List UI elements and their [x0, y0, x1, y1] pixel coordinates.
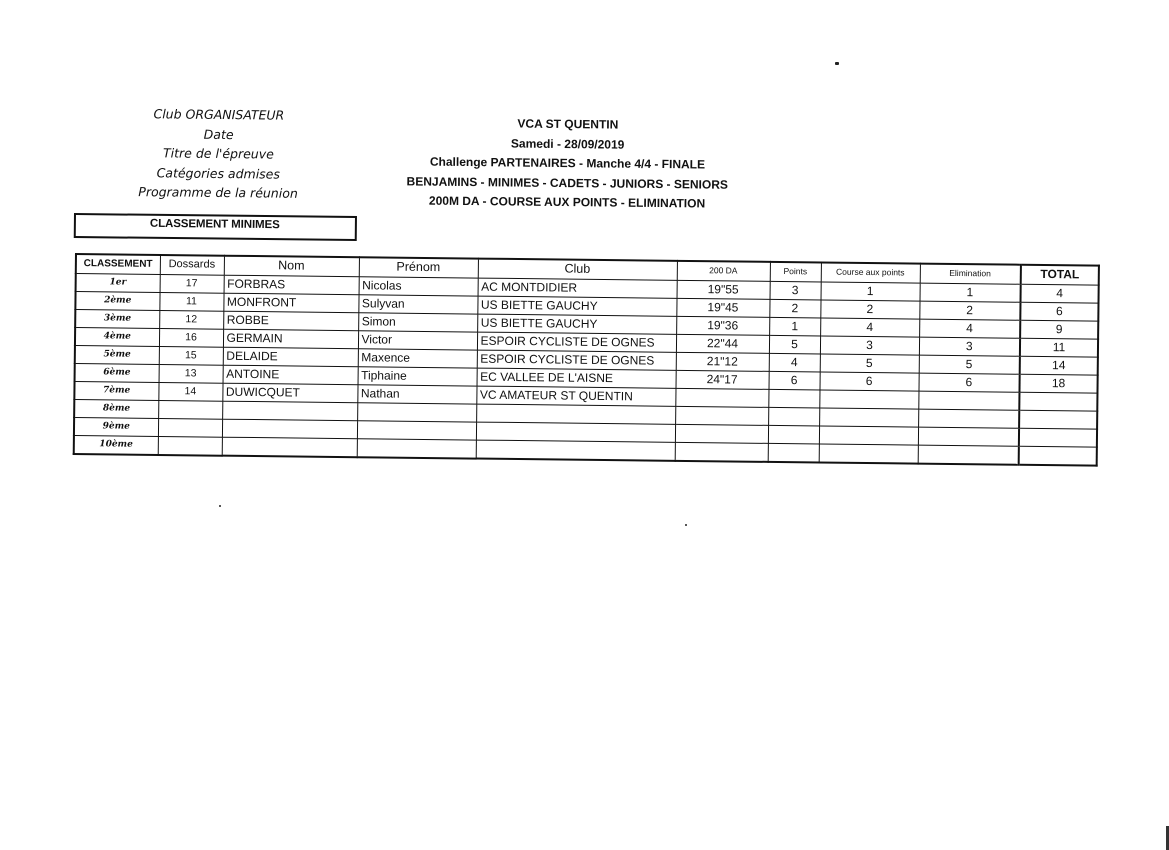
cell-club	[476, 422, 675, 442]
cell-points	[768, 443, 819, 462]
cell-elimination: 5	[919, 355, 1020, 374]
header-date: Samedi - 28/09/2019	[510, 136, 625, 152]
cell-club	[476, 404, 675, 424]
label-event-title: Titre de l'épreuve	[163, 145, 274, 162]
header-organizer: VCA ST QUENTIN	[517, 116, 619, 132]
cell-200da: 22"44	[676, 334, 769, 353]
cell-bib	[158, 418, 222, 437]
cell-club	[476, 440, 675, 461]
col-header-200da: 200 DA	[677, 261, 770, 281]
cell-points: 5	[769, 335, 820, 354]
cell-rank: 4ème	[75, 327, 159, 346]
cell-club: ESPOIR CYCLISTE DE OGNES	[477, 332, 676, 352]
cell-course-aux-points: 3	[820, 335, 919, 354]
cell-points: 3	[770, 281, 821, 300]
section-title: CLASSEMENT MINIMES	[149, 217, 280, 232]
col-header-total: TOTAL	[1021, 265, 1099, 285]
section-title-box	[74, 213, 357, 241]
cell-rank: 2ème	[75, 291, 159, 310]
cell-bib: 16	[159, 328, 223, 347]
col-header-elimination: Elimination	[920, 264, 1021, 284]
cell-first-name	[357, 420, 476, 439]
cell-club: AC MONTDIDIER	[478, 278, 677, 298]
scan-speck	[835, 62, 839, 65]
cell-first-name: Nicolas	[359, 276, 478, 295]
cell-points: 4	[769, 353, 820, 372]
cell-bib: 12	[159, 310, 223, 329]
label-date: Date	[203, 126, 234, 142]
cell-first-name: Tiphaine	[358, 366, 477, 385]
cell-elimination	[918, 409, 1019, 428]
cell-course-aux-points: 2	[820, 299, 919, 318]
cell-points	[768, 389, 819, 408]
cell-rank: 7ème	[74, 381, 158, 400]
cell-elimination: 1	[920, 283, 1021, 302]
cell-first-name: Simon	[358, 312, 477, 331]
cell-last-name	[222, 401, 357, 421]
cell-first-name	[357, 402, 476, 421]
cell-course-aux-points	[819, 443, 918, 463]
cell-total	[1019, 392, 1097, 411]
cell-200da: 19"55	[677, 280, 770, 299]
cell-elimination	[918, 427, 1019, 446]
header-categories: BENJAMINS - MINIMES - CADETS - JUNIORS - SENIORS	[406, 174, 729, 192]
cell-bib	[158, 436, 222, 455]
cell-rank: 9ème	[74, 417, 158, 436]
results-table-wrap	[73, 253, 1100, 466]
cell-200da: 24"17	[676, 370, 769, 389]
cell-club: US BIETTE GAUCHY	[477, 296, 676, 316]
header-program: 200M DA - COURSE AUX POINTS - ELIMINATION	[428, 193, 706, 211]
cell-club: VC AMATEUR ST QUENTIN	[476, 386, 675, 406]
cell-club: ESPOIR CYCLISTE DE OGNES	[477, 350, 676, 370]
cell-total: 14	[1020, 356, 1098, 375]
cell-first-name: Victor	[358, 330, 477, 349]
cell-course-aux-points	[819, 425, 918, 444]
cell-last-name: GERMAIN	[223, 329, 358, 349]
cell-points: 6	[769, 371, 820, 390]
cell-rank: 6ème	[75, 363, 159, 382]
cell-last-name: DELAIDE	[223, 347, 358, 367]
cell-club: US BIETTE GAUCHY	[477, 314, 676, 334]
field-labels	[127, 104, 310, 203]
cell-total: 4	[1021, 284, 1099, 303]
cell-bib: 11	[159, 292, 223, 311]
col-header-nom: Nom	[224, 256, 359, 277]
cell-total	[1019, 410, 1097, 429]
cell-last-name: ANTOINE	[223, 365, 358, 385]
cell-200da	[675, 424, 768, 443]
cell-elimination	[918, 391, 1019, 410]
cell-last-name: MONFRONT	[223, 293, 358, 313]
scan-speck	[219, 505, 221, 507]
cell-200da: 19"45	[676, 298, 769, 317]
cell-rank: 1er	[76, 273, 160, 292]
col-header-course-aux-points: Course aux points	[821, 262, 920, 282]
cell-bib: 15	[159, 346, 223, 365]
col-header-dossards: Dossards	[160, 255, 224, 275]
cell-total: 6	[1020, 302, 1098, 321]
cell-last-name: ROBBE	[223, 311, 358, 331]
cell-elimination: 2	[919, 301, 1020, 320]
cell-elimination: 3	[919, 337, 1020, 356]
col-header-points: Points	[770, 262, 821, 282]
cell-total: 9	[1020, 320, 1098, 339]
cell-points: 2	[769, 299, 820, 318]
results-table	[73, 253, 1100, 466]
cell-course-aux-points	[819, 389, 918, 408]
col-header-prenom: Prénom	[359, 257, 478, 277]
event-header	[369, 113, 766, 215]
cell-points: 1	[769, 317, 820, 336]
cell-first-name: Nathan	[357, 384, 476, 403]
scan-speck	[685, 524, 687, 526]
cell-last-name	[222, 437, 357, 457]
label-categories: Catégories admises	[156, 164, 281, 182]
cell-course-aux-points: 6	[819, 371, 918, 390]
cell-rank: 10ème	[74, 435, 158, 454]
cell-elimination	[918, 445, 1019, 465]
cell-points	[768, 425, 819, 444]
cell-total	[1019, 428, 1097, 447]
cell-first-name: Maxence	[358, 348, 477, 367]
cell-course-aux-points: 5	[820, 353, 919, 372]
col-header-classement: CLASSEMENT	[76, 254, 160, 274]
cell-first-name: Sulyvan	[358, 294, 477, 313]
cell-200da	[675, 388, 768, 407]
cell-course-aux-points	[819, 407, 918, 426]
cell-bib: 13	[159, 364, 223, 383]
cell-200da: 19"36	[676, 316, 769, 335]
cell-first-name	[357, 438, 476, 458]
label-program: Programme de la réunion	[138, 184, 298, 201]
cell-elimination: 6	[918, 373, 1019, 392]
cell-rank: 3ème	[75, 309, 159, 328]
cell-last-name: FORBRAS	[224, 275, 359, 295]
col-header-club: Club	[478, 259, 677, 280]
label-organizer: Club ORGANISATEUR	[153, 106, 285, 123]
cell-elimination: 4	[919, 319, 1020, 338]
cell-total: 18	[1019, 374, 1097, 393]
cell-bib: 14	[158, 382, 222, 401]
cell-course-aux-points: 4	[820, 317, 919, 336]
cell-total	[1019, 446, 1097, 465]
cell-course-aux-points: 1	[821, 281, 920, 300]
cell-bib	[158, 400, 222, 419]
cell-rank: 5ème	[75, 345, 159, 364]
cell-200da	[675, 442, 768, 462]
header-event-title: Challenge PARTENAIRES - Manche 4/4 - FINALE	[429, 154, 706, 172]
cell-200da	[675, 406, 768, 425]
cell-total: 11	[1020, 338, 1098, 357]
cell-club: EC VALLEE DE L'AISNE	[477, 368, 676, 388]
cell-bib: 17	[160, 274, 224, 293]
cell-points	[768, 407, 819, 426]
cell-last-name	[222, 419, 357, 439]
cell-rank: 8ème	[74, 399, 158, 418]
cell-last-name: DUWICQUET	[222, 383, 357, 403]
cell-200da: 21"12	[676, 352, 769, 371]
